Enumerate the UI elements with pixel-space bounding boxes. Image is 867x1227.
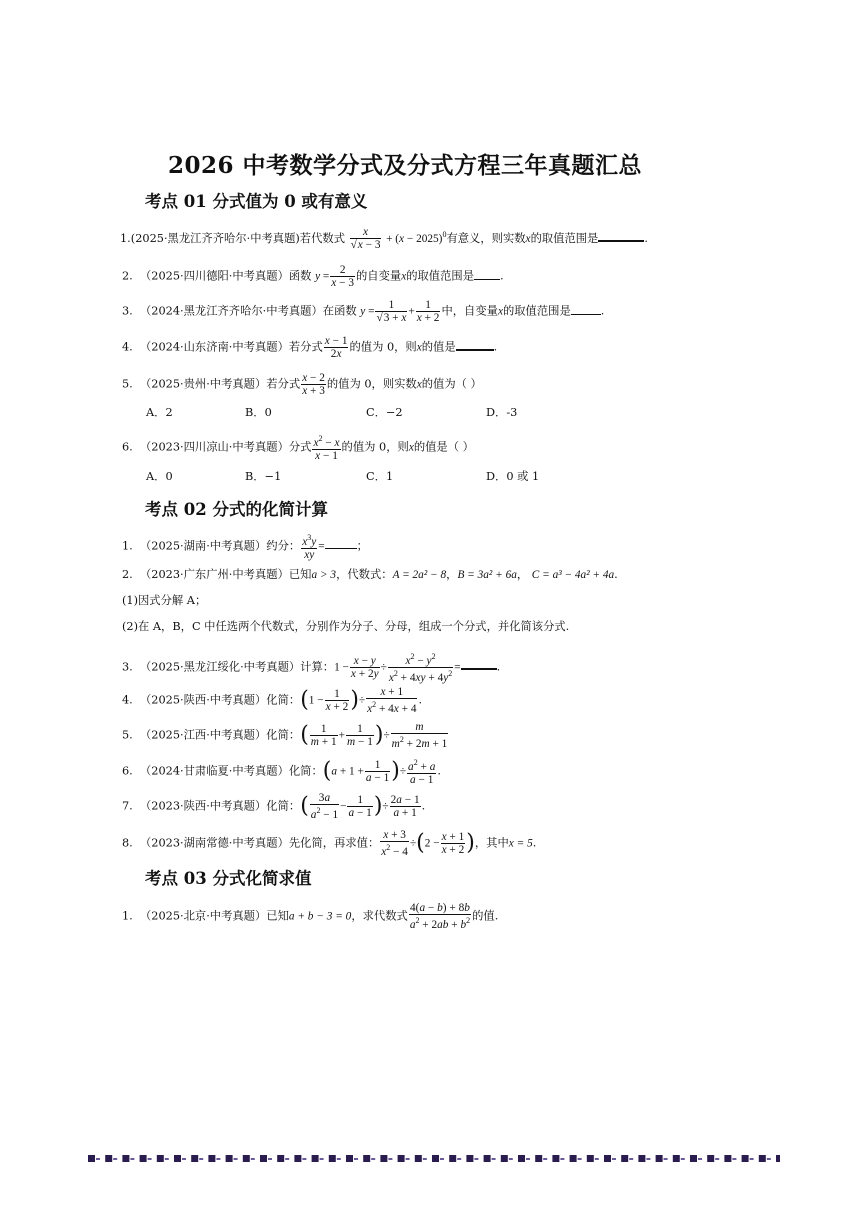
border-dash	[182, 1158, 186, 1160]
border-dash	[698, 1158, 702, 1160]
formula: $\frac{x}{√x - 3}$	[350, 226, 381, 252]
border-square	[398, 1155, 405, 1162]
border-square	[638, 1155, 645, 1162]
border-dash	[251, 1158, 255, 1160]
page-title: 2026 中考数学分式及分式方程三年真题汇总	[167, 152, 643, 179]
border-square	[329, 1155, 336, 1162]
formula: $\frac{1}{√3 + x}$	[376, 299, 407, 324]
border-square	[449, 1155, 456, 1162]
border-dash	[681, 1158, 685, 1160]
formula: $\frac{x - 1}{2x}$	[324, 335, 348, 360]
border-square	[157, 1155, 164, 1162]
section-heading-2: 考点 02 分式的化简计算	[145, 500, 328, 519]
border-square	[587, 1155, 594, 1162]
option-c[interactable]: C．−2	[366, 406, 403, 419]
border-square	[501, 1155, 508, 1162]
option-a[interactable]: A．2	[146, 406, 173, 419]
answer-blank[interactable]	[325, 538, 357, 549]
question-1-5: 5. （2025·贵州·中考真题）若分式 $\frac{x - 2}{x + 3}$ 的值为 0，则实数x的值为（ ）	[122, 372, 482, 397]
option-a[interactable]: A．0	[146, 470, 173, 483]
border-square	[604, 1155, 611, 1162]
border-dash	[560, 1158, 564, 1160]
option-b[interactable]: B．0	[245, 406, 272, 419]
border-square	[518, 1155, 525, 1162]
border-square	[380, 1155, 387, 1162]
border-square	[466, 1155, 473, 1162]
option-b[interactable]: B．−1	[245, 470, 282, 483]
border-dash	[113, 1158, 117, 1160]
border-dash	[406, 1158, 410, 1160]
border-dash	[320, 1158, 324, 1160]
border-dash	[216, 1158, 220, 1160]
border-dash	[474, 1158, 478, 1160]
border-square	[484, 1155, 491, 1162]
border-dash	[165, 1158, 169, 1160]
question-2-8: 8. （2023·湖南常德·中考真题）先化简，再求值： $\frac{x + 3}{x^2 - 4}$ ÷(2 − $\frac{x + 1}{x + 2}$ )，其中x = 5.	[122, 829, 537, 858]
border-dash	[732, 1158, 736, 1160]
border-dash	[148, 1158, 152, 1160]
answer-blank[interactable]	[598, 230, 644, 242]
border-square	[415, 1155, 422, 1162]
border-dash	[646, 1158, 650, 1160]
formula: $\frac{2}{x - 3}$	[331, 264, 354, 289]
formula: $\frac{1}{a - 1}$	[365, 758, 390, 784]
border-square	[363, 1155, 370, 1162]
formula: $\frac{x - 2}{x + 3}$	[302, 372, 325, 397]
border-dash	[440, 1158, 444, 1160]
border-square	[88, 1155, 95, 1162]
answer-blank[interactable]	[456, 339, 494, 351]
border-square	[432, 1155, 439, 1162]
question-2-6: 6. （2024·甘肃临夏·中考真题）化简：(a + 1 + $\frac{1}{a - 1}$ )÷ $\frac{a^2 + a}{a - 1}$ .	[122, 758, 441, 786]
border-square	[191, 1155, 198, 1162]
border-dash	[302, 1158, 306, 1160]
border-square	[243, 1155, 250, 1162]
question-2-3: 3. （2025·黑龙江绥化·中考真题）计算：1 − $\frac{x - y}{x + 2y}$ ÷ $\frac{x^2 - y^2}{x^2 + 4xy + 4y^2}$ = .	[122, 652, 501, 684]
formula: $\frac{3a}{a^2 - 1}$	[310, 792, 339, 821]
formula: $\frac{4(a - b) + 8b}{a^2 + 2ab + b^2}$	[409, 902, 471, 931]
question-3-1: 1. （2025·北京·中考真题）已知a + b − 3 = 0，求代数式 $\frac{4(a - b) + 8b}{a^2 + 2ab + b^2}$ 的值.	[122, 902, 499, 931]
border-dash	[526, 1158, 530, 1160]
border-square	[776, 1155, 780, 1162]
question-1-2: 2. （2025·四川德阳·中考真题）函数 y = $\frac{2}{x - 3}$ 的自变量x的取值范围是 .	[122, 264, 504, 289]
option-c[interactable]: C．1	[366, 470, 394, 483]
border-square	[690, 1155, 697, 1162]
border-dash	[509, 1158, 513, 1160]
section-heading-1: 考点 01 分式值为 0 或有意义	[145, 192, 368, 211]
border-dash	[285, 1158, 289, 1160]
border-square	[742, 1155, 749, 1162]
border-square	[277, 1155, 284, 1162]
border-square	[759, 1155, 766, 1162]
border-square	[208, 1155, 215, 1162]
border-square	[535, 1155, 542, 1162]
border-dash	[234, 1158, 238, 1160]
border-square	[312, 1155, 319, 1162]
formula: $\frac{x + 3}{x^2 - 4}$	[381, 829, 408, 858]
section-heading-3: 考点 03 分式化简求值	[145, 869, 312, 888]
border-dash	[423, 1158, 427, 1160]
border-square	[707, 1155, 714, 1162]
border-dash	[268, 1158, 272, 1160]
decorative-border	[88, 1153, 780, 1165]
formula: $\frac{x^3y}{xy}$	[302, 533, 317, 561]
border-dash	[96, 1158, 100, 1160]
question-1-6: 6. （2023·四川凉山·中考真题）分式 $\frac{x^2 - x}{x - 1}$ 的值为 0，则x的值是（ ）	[122, 434, 474, 462]
question-2-5: 5. （2025·江西·中考真题）化简：( $\frac{1}{m + 1}$ + $\frac{1}{m - 1}$ )÷ $\frac{m}{m^2 + 2m + 1}$	[122, 721, 448, 750]
border-dash	[767, 1158, 771, 1160]
border-dash	[750, 1158, 754, 1160]
border-dash	[354, 1158, 358, 1160]
border-square	[552, 1155, 559, 1162]
border-square	[105, 1155, 112, 1162]
border-dash	[612, 1158, 616, 1160]
border-dash	[543, 1158, 547, 1160]
formula: $\frac{x - y}{x + 2y}$	[350, 654, 379, 680]
border-dash	[578, 1158, 582, 1160]
border-square	[260, 1155, 267, 1162]
border-dash	[629, 1158, 633, 1160]
answer-blank[interactable]	[461, 658, 497, 670]
border-square	[724, 1155, 731, 1162]
question-1-3: 3. （2024·黑龙江齐齐哈尔·中考真题）在函数 y = $\frac{1}{√3 + x}$ + $\frac{1}{x + 2}$ 中，自变量x的取值范围是 .	[122, 299, 605, 324]
question-1-4: 4. （2024·山东济南·中考真题）若分式 $\frac{x - 1}{2x}$ 的值为 0，则x的值是 .	[122, 335, 498, 360]
border-square	[346, 1155, 353, 1162]
border-square	[656, 1155, 663, 1162]
question-2-2: 2. （2023·广东广州·中考真题）已知a > 3，代数式：A = 2a² − 8，B = 3a² + 6a， C = a³ − 4a² + 4a.	[122, 568, 618, 581]
border-dash	[388, 1158, 392, 1160]
border-square	[140, 1155, 147, 1162]
border-square	[673, 1155, 680, 1162]
border-dash	[664, 1158, 668, 1160]
border-square	[226, 1155, 233, 1162]
answer-blank[interactable]	[571, 304, 601, 315]
answer-blank[interactable]	[474, 269, 500, 280]
option-d[interactable]: D．0 或 1	[486, 470, 540, 483]
border-dash	[492, 1158, 496, 1160]
border-square	[621, 1155, 628, 1162]
border-dash	[371, 1158, 375, 1160]
question-2-2-part-1: (1)因式分解 A；	[122, 594, 207, 607]
border-square	[174, 1155, 181, 1162]
border-square	[122, 1155, 129, 1162]
border-square	[294, 1155, 301, 1162]
question-2-4: 4. （2025·陕西·中考真题）化简：(1 − $\frac{1}{x + 2}$ )÷ $\frac{x + 1}{x^2 + 4x + 4}$ .	[122, 686, 423, 715]
formula: $\frac{x^2 - x}{x - 1}$	[313, 434, 340, 462]
option-d[interactable]: D．-3	[486, 406, 518, 419]
question-1-1: 1.(2025·黑龙江齐齐哈尔·中考真题)若代数式 $\frac{x}{√x - 3}$ + $(x - 2025)^0$有意义，则实数x的取值范围是 .	[120, 226, 648, 252]
border-dash	[199, 1158, 203, 1160]
formula: $\frac{1}{m + 1}$	[310, 722, 337, 748]
border-dash	[130, 1158, 134, 1160]
border-dash	[595, 1158, 599, 1160]
border-dash	[457, 1158, 461, 1160]
question-2-2-part-2: (2)在 A，B，C 中任选两个代数式，分别作为分子、分母，组成一个分式，并化简该分式.	[122, 620, 570, 633]
border-dash	[715, 1158, 719, 1160]
border-square	[570, 1155, 577, 1162]
formula: $\frac{1}{x + 2}$	[325, 687, 349, 713]
question-2-1: 1. （2025·湖南·中考真题）约分： $\frac{x^3y}{xy}$ = ；	[122, 533, 368, 561]
question-2-7: 7. （2023·陕西·中考真题）化简：( $\frac{3a}{a^2 - 1}$ − $\frac{1}{a - 1}$ )÷ $\frac{2a - 1}{a + 1}$ .	[122, 792, 426, 821]
border-dash	[337, 1158, 341, 1160]
